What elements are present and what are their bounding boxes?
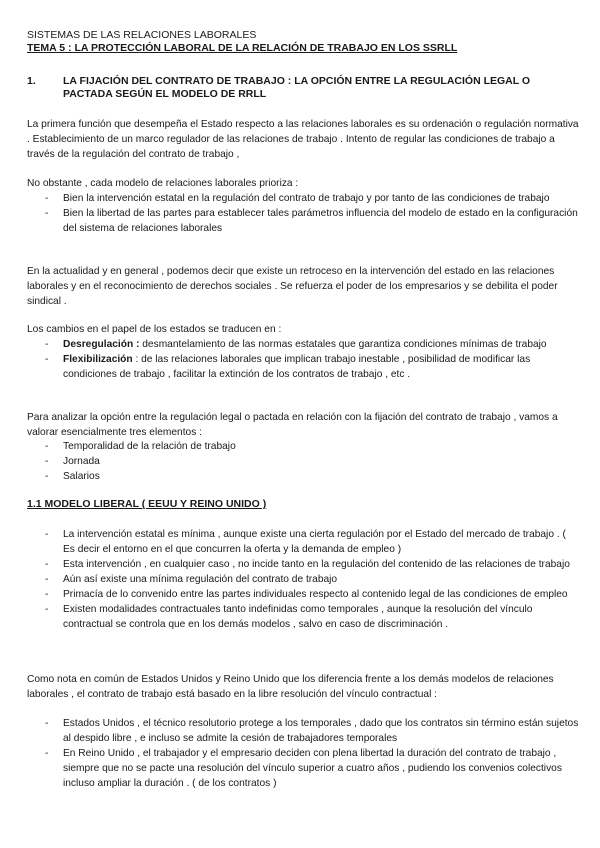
list-item: - Temporalidad de la relación de trabajo xyxy=(45,441,236,452)
list-item: - La intervención estatal es mínima , aunque existe una cierta regulación por el Estado del mercado de trabajo . ( Es decir el entorno en el que concurren la oferta y la demanda de empleo ) xyxy=(45,529,566,555)
paragraph-4: Los cambios en el papel de los estados se traducen en : xyxy=(27,324,282,335)
list-us-uk xyxy=(27,716,579,791)
list-item: - Bien la intervención estatal en la regulación del contrato de trabajo y por tanto de las condiciones de trabajo xyxy=(45,193,550,204)
course-title: SISTEMAS DE LAS RELACIONES LABORALES xyxy=(27,29,257,41)
section-1-title: LA FIJACIÓN DEL CONTRATO DE TRABAJO : LA OPCIÓN ENTRE LA REGULACIÓN LEGAL O PACTADA SEGÚN EL MODELO DE RRLL xyxy=(63,75,531,100)
paragraph-2: No obstante , cada modelo de relaciones laborales prioriza : xyxy=(27,178,299,189)
list-item: - En Reino Unido , el trabajador y el empresario deciden con plena libertad la duración del contrato de trabajo , siempre que no se pacte una resolución del vínculo superior a cuatro años , pudiendo los convenios colectivos incluso ampliar la duración . ( de los contratos ) xyxy=(45,748,562,789)
list-item: - Primacía de lo convenido entre las partes individuales respecto al contenido legal de las condiciones de empleo xyxy=(45,589,568,600)
list-item: - Aún así existe una mínima regulación del contrato de trabajo xyxy=(45,574,338,585)
paragraph-1: La primera función que desempeña el Estado respecto a las relaciones laborales es su ordenación o regulación normativa . Establecimiento de un marco regulador de las relaciones de trabajo . Intento de regular las condiciones de trabajo a través de la regulación del contrato de trabajo , xyxy=(27,119,579,160)
list-item: - Desregulación : desmantelamiento de las normas estatales que garantiza condiciones mínimas de trabajo xyxy=(45,339,547,350)
list-item: - Estados Unidos , el técnico resolutorio protege a los temporales , dado que los contratos sin término están sujetos al despido libre , e incluso se admite la cesión de trabajadores temporales xyxy=(45,718,579,744)
list-item: - Esta intervención , en cualquier caso , no incide tanto en la regulación del contenido de las relaciones de trabajo xyxy=(45,559,570,570)
list-changes xyxy=(27,337,579,382)
list-elements xyxy=(27,439,579,484)
list-item: - Existen modalidades contractuales tanto indefinidas como temporales , aunque la resolución del vínculo contractual se controla que en los demás modelos , salvo en caso de discriminación . xyxy=(45,604,533,630)
list-item: - Flexibilización : de las relaciones laborales que implican trabajo inestable , posibilidad de modificar las condiciones de trabajo , facilitar la extinción de los contratos de trabajo , etc . xyxy=(45,354,531,380)
section-1-1-heading: 1.1 MODELO LIBERAL ( EEUU Y REINO UNIDO ) xyxy=(27,498,267,510)
paragraph-6: Como nota en común de Estados Unidos y Reino Unido que los diferencia frente a los demás modelos de relaciones laborales , el contrato de trabajo está basado en la libre resolución del vínculo contractual : xyxy=(27,674,554,700)
list-liberal-model xyxy=(27,527,579,632)
term-desregulacion: Desregulación : xyxy=(63,339,140,350)
section-1-heading xyxy=(27,75,575,103)
list-item: - Salarios xyxy=(45,471,100,482)
paragraph-5: Para analizar la opción entre la regulación legal o pactada en relación con la fijación del contrato de trabajo , vamos a valorar esencialmente tres elementos : xyxy=(27,412,558,438)
list-priorities xyxy=(27,191,579,236)
paragraph-3: En la actualidad y en general , podemos decir que existe un retroceso en la intervención del estado en las relaciones laborales y en el reconocimiento de derechos sociales . Se refuerza el poder de los empresarios y se debilita el poder sindical . xyxy=(27,266,558,307)
list-item: - Jornada xyxy=(45,456,100,467)
list-item: - Bien la libertad de las partes para establecer tales parámetros influencia del modelo de estado en la configuración del sistema de relaciones laborales xyxy=(45,208,578,234)
section-1-number: 1. xyxy=(27,75,36,87)
term-flexibilizacion: Flexibilización xyxy=(63,354,133,365)
topic-title: TEMA 5 : LA PROTECCIÓN LABORAL DE LA RELACIÓN DE TRABAJO EN LOS SSRLL xyxy=(27,42,458,54)
